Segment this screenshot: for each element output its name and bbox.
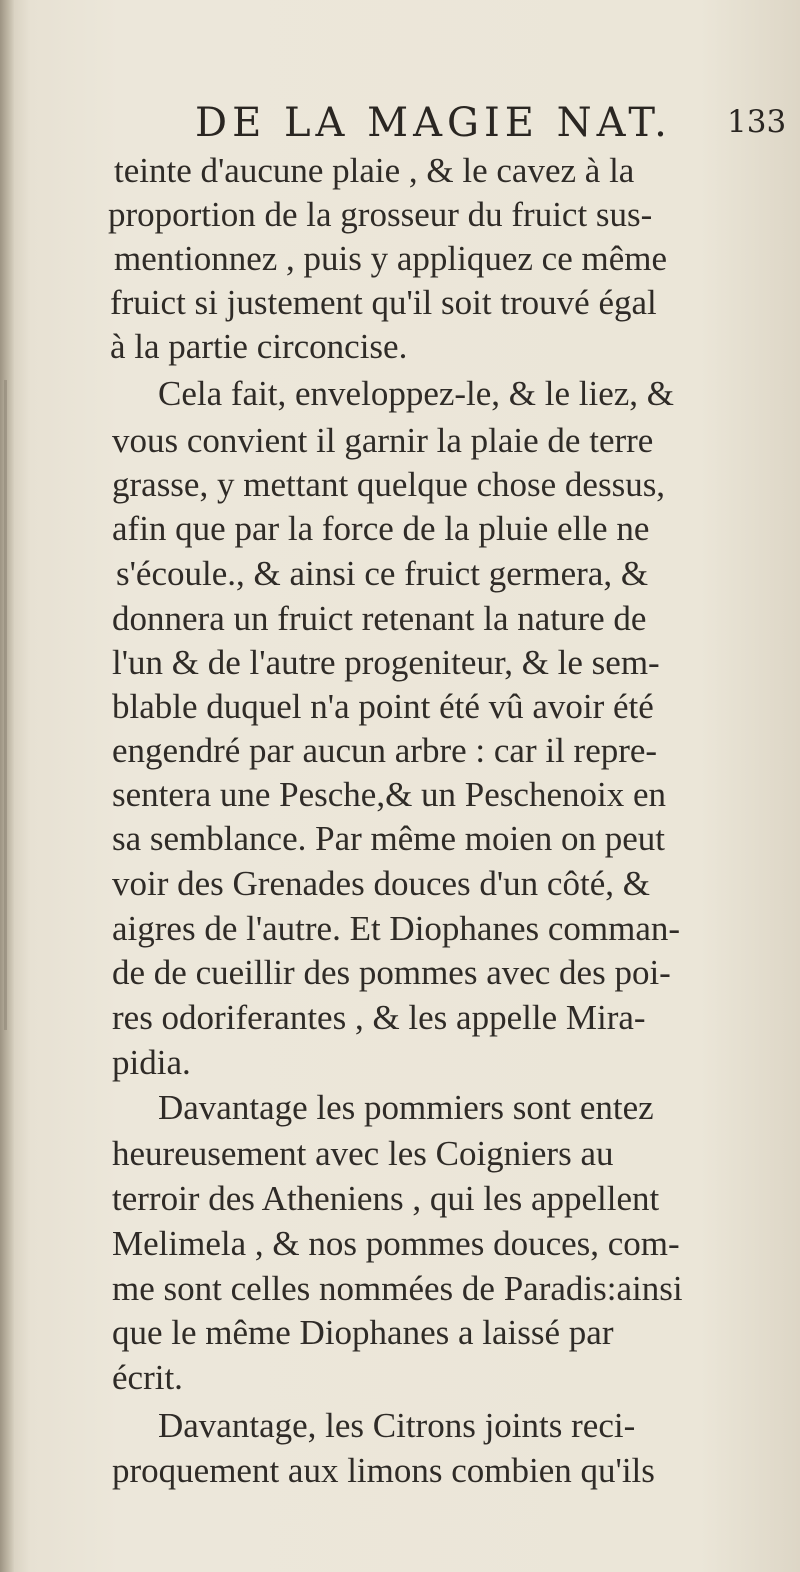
text-line: voir des Grenades douces d'un côté, & [112,864,650,903]
text-line: blable duquel n'a point été vû avoir été [112,687,654,726]
text-line: mentionnez , puis y appliquez ce même [114,239,668,278]
running-head: DE LA MAGIE NAT. [195,100,672,146]
text-line: afin que par la force de la pluie elle ne [112,509,650,548]
text-line: sa semblance. Par même moien on peut [112,819,666,858]
text-line: sentera une Pesche,& un Peschenoix en [112,775,667,814]
text-line: aigres de l'autre. Et Diophanes comman- [112,909,681,948]
text-line: engendré par aucun arbre : car il repre- [112,731,658,770]
page-binding-edge [0,0,14,1572]
text-line: Cela fait, enveloppez-le, & le liez, & [158,374,675,413]
text-line: proquement aux limons combien qu'ils [112,1451,655,1490]
text-line: Melimela , & nos pommes douces, com- [112,1224,680,1263]
text-line: res odoriferantes , & les appelle Mira- [112,998,646,1037]
text-line: l'un & de l'autre progeniteur, & le sem- [112,643,660,682]
text-line: de de cueillir des pommes avec des poi- [112,953,671,992]
text-line: fruict si justement qu'il soit trouvé égal [110,283,657,322]
text-line: donnera un fruict retenant la nature de [112,599,647,638]
text-line: proportion de la grosseur du fruict sus- [108,195,653,234]
text-line: teinte d'aucune plaie , & le cavez à la [114,151,635,190]
page-fold-shadow [4,380,7,1030]
text-line: s'écoule., & ainsi ce fruict germera, & [116,554,649,593]
text-line: à la partie circoncise. [110,327,408,366]
page-header [195,100,795,156]
text-line: que le même Diophanes a laissé par [112,1313,614,1352]
text-line: terroir des Atheniens , qui les appellent [112,1179,660,1218]
text-line: grasse, y mettant quelque chose dessus, [112,465,666,504]
text-line: me sont celles nommées de Paradis:ainsi [112,1269,683,1308]
page-number: 133 [727,104,787,140]
text-line: Davantage, les Citrons joints reci- [158,1406,636,1445]
text-line: vous convient il garnir la plaie de terre [112,421,654,460]
text-line: écrit. [112,1358,183,1397]
text-line: pidia. [112,1043,191,1082]
text-line: Davantage les pommiers sont entez [158,1088,654,1127]
text-line: heureusement avec les Coigniers au [112,1134,614,1173]
